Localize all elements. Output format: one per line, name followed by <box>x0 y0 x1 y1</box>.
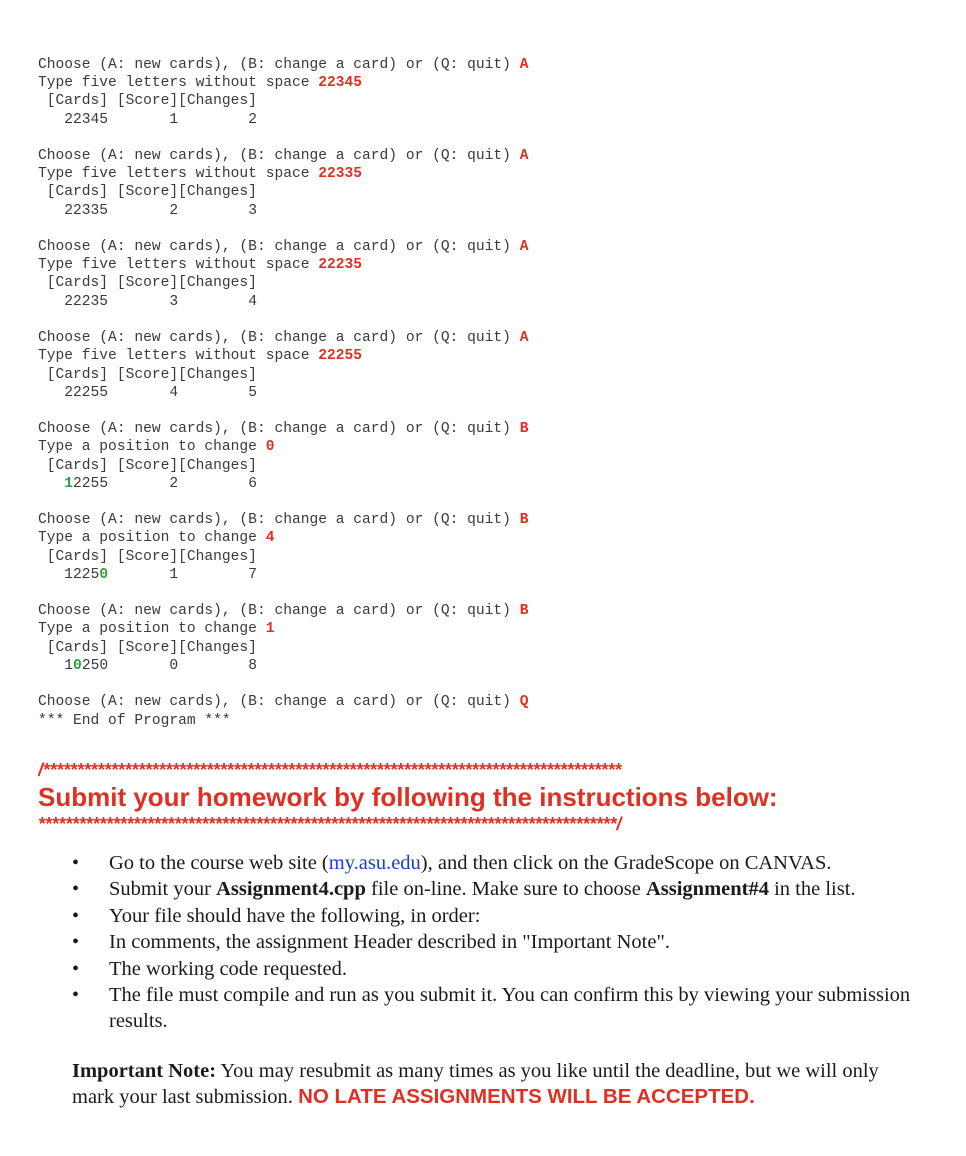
user-input: 22235 <box>318 257 363 274</box>
position-prompt: Type a position to change <box>38 530 266 547</box>
changes-value: 3 <box>248 202 257 219</box>
user-choice: A <box>519 57 529 73</box>
choose-prompt: Choose (A: new cards), (B: change a card) or (Q: quit) <box>38 421 520 438</box>
round-block <box>38 56 528 129</box>
result-row <box>38 202 528 220</box>
user-choice: B <box>519 512 529 529</box>
changed-digit: 0 <box>99 566 109 583</box>
score-value: 3 <box>169 293 179 310</box>
result-row <box>38 566 528 584</box>
stars-top-divider: /************************************************************************************* <box>38 760 622 780</box>
result-header: [Cards] [Score][Changes] <box>38 548 257 565</box>
result-header: [Cards] [Score][Changes] <box>38 639 257 656</box>
choose-prompt: Choose (A: new cards), (B: change a card) or (Q: quit) <box>38 512 520 529</box>
result-row <box>38 293 528 311</box>
cards-value: 10250 <box>64 657 109 674</box>
cards-value: 22335 <box>64 202 109 219</box>
choose-prompt: Choose (A: new cards), (B: change a card) or (Q: quit) <box>38 694 520 711</box>
cards-value: 22235 <box>64 293 109 310</box>
round-block <box>38 238 528 311</box>
submit-heading: Submit your homework by following the instructions below: <box>38 782 778 812</box>
course-site-link[interactable]: my.asu.edu <box>328 852 421 874</box>
changes-value: 2 <box>248 111 257 128</box>
type-prompt: Type five letters without space <box>38 166 319 183</box>
result-header: [Cards] [Score][Changes] <box>38 184 257 201</box>
type-prompt: Type five letters without space <box>38 75 319 92</box>
type-prompt: Type five letters without space <box>38 348 319 365</box>
list-item: • Go to the course web site (my.asu.edu), and then click on the GradeScope on CANVAS. <box>72 850 932 876</box>
cards-value: 12255 <box>64 475 109 492</box>
round-block <box>38 602 528 675</box>
list-item: • Your file should have the following, in order: <box>72 903 932 929</box>
result-row <box>38 111 528 129</box>
file-name: Assignment4.cpp <box>216 878 366 901</box>
type-prompt: Type five letters without space <box>38 257 319 274</box>
user-choice: B <box>519 421 529 438</box>
changed-digit: 1 <box>64 475 74 492</box>
score-value: 2 <box>169 202 179 219</box>
user-input: 22345 <box>318 75 363 92</box>
user-choice: A <box>519 239 529 256</box>
note-label: Important Note: <box>72 1060 217 1082</box>
result-header: [Cards] [Score][Changes] <box>38 366 257 383</box>
choose-prompt: Choose (A: new cards), (B: change a card) or (Q: quit) <box>38 239 520 256</box>
result-row <box>38 657 528 675</box>
list-item: • Submit your Assignment4.cpp file on-line. Make sure to choose Assignment#4 in the list. <box>72 876 932 902</box>
score-value: 0 <box>169 657 179 674</box>
console-output <box>38 56 528 748</box>
changes-value: 6 <box>248 475 257 492</box>
result-row <box>38 384 528 402</box>
important-note <box>72 1058 922 1111</box>
user-input: 0 <box>265 439 275 456</box>
submit-section <box>38 758 918 836</box>
user-input: 22335 <box>318 166 363 183</box>
list-item: • The working code requested. <box>72 956 932 982</box>
user-input: 22255 <box>318 348 363 365</box>
list-item: • The file must compile and run as you submit it. You can confirm this by viewing your submission results. <box>72 982 932 1035</box>
changes-value: 5 <box>248 384 257 401</box>
round-block <box>38 329 528 402</box>
result-header: [Cards] [Score][Changes] <box>38 457 257 474</box>
list-item: • In comments, the assignment Header described in "Important Note". <box>72 929 932 955</box>
choose-prompt: Choose (A: new cards), (B: change a card) or (Q: quit) <box>38 57 520 73</box>
round-block <box>38 147 528 220</box>
score-value: 1 <box>169 111 179 128</box>
round-block <box>38 511 528 584</box>
instruction-list <box>72 850 932 1035</box>
user-choice: A <box>519 148 529 165</box>
user-input: 4 <box>265 530 275 547</box>
result-row <box>38 475 528 493</box>
score-value: 1 <box>169 566 179 583</box>
quit-block <box>38 693 528 729</box>
score-value: 4 <box>169 384 179 401</box>
stars-bottom-divider: *************************************************************************************/ <box>38 814 622 834</box>
changes-value: 8 <box>248 657 257 674</box>
position-prompt: Type a position to change <box>38 439 266 456</box>
changes-value: 4 <box>248 293 257 310</box>
round-block <box>38 420 528 493</box>
user-choice: A <box>519 330 529 347</box>
note-text: You may resubmit as many times as you like until the deadline, but we will only mark your last submission. <box>72 1060 879 1109</box>
changed-digit: 0 <box>73 657 82 674</box>
result-header: [Cards] [Score][Changes] <box>38 93 257 110</box>
choose-prompt: Choose (A: new cards), (B: change a card) or (Q: quit) <box>38 603 520 620</box>
choose-prompt: Choose (A: new cards), (B: change a card) or (Q: quit) <box>38 148 520 165</box>
cards-value: 22255 <box>64 384 109 401</box>
cards-value: 12250 <box>64 566 109 583</box>
position-prompt: Type a position to change <box>38 621 266 638</box>
user-choice: B <box>519 603 529 620</box>
end-of-program: *** End of Program *** <box>38 712 231 729</box>
user-choice: Q <box>519 694 529 711</box>
user-input: 1 <box>265 621 275 638</box>
changes-value: 7 <box>248 566 257 583</box>
result-header: [Cards] [Score][Changes] <box>38 275 257 292</box>
choose-prompt: Choose (A: new cards), (B: change a card) or (Q: quit) <box>38 330 520 347</box>
cards-value: 22345 <box>64 111 109 128</box>
assignment-name: Assignment#4 <box>645 878 769 901</box>
late-warning: NO LATE ASSIGNMENTS WILL BE ACCEPTED. <box>298 1085 755 1109</box>
score-value: 2 <box>169 475 179 492</box>
